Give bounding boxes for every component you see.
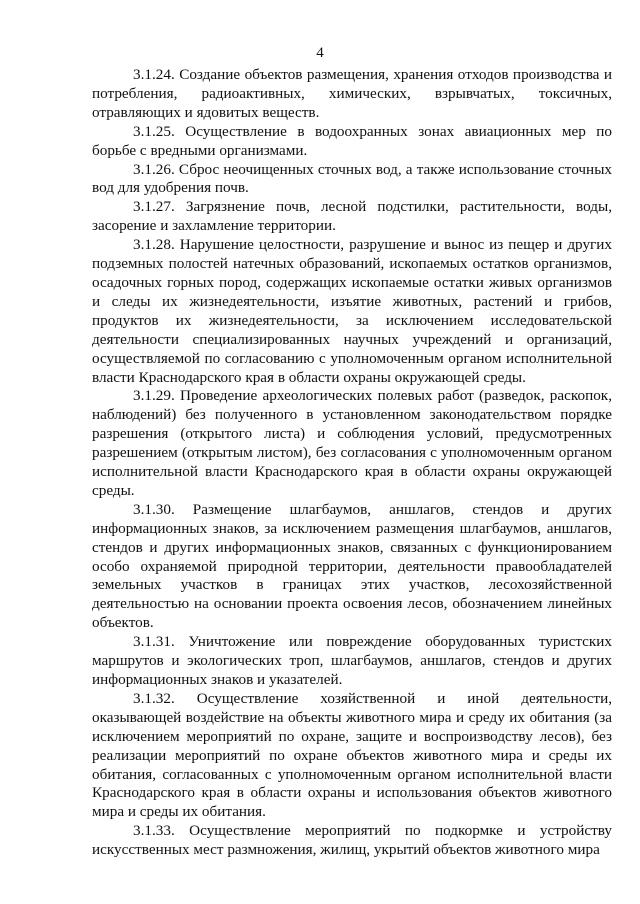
paragraph-3-1-26: 3.1.26. Сброс неочищенных сточных вод, а также использование сточных вод для удобрения почв. — [92, 160, 612, 197]
paragraph-3-1-25: 3.1.25. Осуществление в водоохранных зонах авиационных мер по борьбе с вредными организмами. — [92, 122, 612, 159]
page-number: 4 — [316, 45, 324, 61]
paragraph-3-1-27: 3.1.27. Загрязнение почв, лесной подстилки, растительности, воды, засорение и захламление территории. — [92, 198, 612, 235]
paragraph-3-1-33: 3.1.33. Осуществление мероприятий по подкормке и устройству искусственных мест размножения, жилищ, укрытий объектов животного мира — [92, 822, 612, 859]
paragraph-3-1-32: 3.1.32. Осуществление хозяйственной и иной деятельности, оказывающей воздействие на объекты животного мира и среду их обитания (за исключением мероприятий по охране, защите и воспроизводству лесов), без реализации мероприятий по охране объектов животного мира и среды их обитания, согласованных с уполномоченным органом исполнительной власти Краснодарского края в области охраны и использования объектов животного мира и среды их обитания. — [92, 689, 612, 821]
paragraph-3-1-29: 3.1.29. Проведение археологических полевых работ (разведок, раскопок, наблюдений) без полученного в установленном законодательством порядке разрешения (открытого листа) и соблюдения условий, предусмотренных разрешением (открытым листом), без согласования с уполномоченным органом исполнительной власти Краснодарского края в области охраны окружающей среды. — [92, 387, 612, 499]
paragraph-3-1-31: 3.1.31. Уничтожение или повреждение оборудованных туристских маршрутов и экологических троп, шлагбаумов, аншлагов, стендов и других информационных знаков и указателей. — [92, 633, 612, 688]
paragraph-3-1-28: 3.1.28. Нарушение целостности, разрушение и вынос из пещер и других подземных полостей натечных образований, ископаемых остатков организмов, осадочных горных пород, содержащих ископаемые остатки живых организмов и следы их жизнедеятельности, изъятие животных, растений и грибов, продуктов их жизнедеятельности, за исключением исследовательской деятельности специализированных научных учреждений и организаций, осуществляемой по согласованию с уполномоченным органом исполнительной власти Краснодарского края в области охраны окружающей среды. — [92, 236, 612, 386]
document-body — [92, 66, 612, 860]
paragraph-3-1-24: 3.1.24. Создание объектов размещения, хранения отходов производства и потребления, радиоактивных, химических, взрывчатых, токсичных, отравляющих и ядовитых веществ. — [92, 66, 612, 121]
paragraph-3-1-30: 3.1.30. Размещение шлагбаумов, аншлагов, стендов и других информационных знаков, за исключением размещения шлагбаумов, аншлагов, стендов и других информационных знаков, связанных с функционированием особо охраняемой природной территории, деятельности правообладателей земельных участков в границах этих участков, лесохозяйственной деятельностью на основании проекта освоения лесов, обозначением линейных объектов. — [92, 500, 612, 632]
